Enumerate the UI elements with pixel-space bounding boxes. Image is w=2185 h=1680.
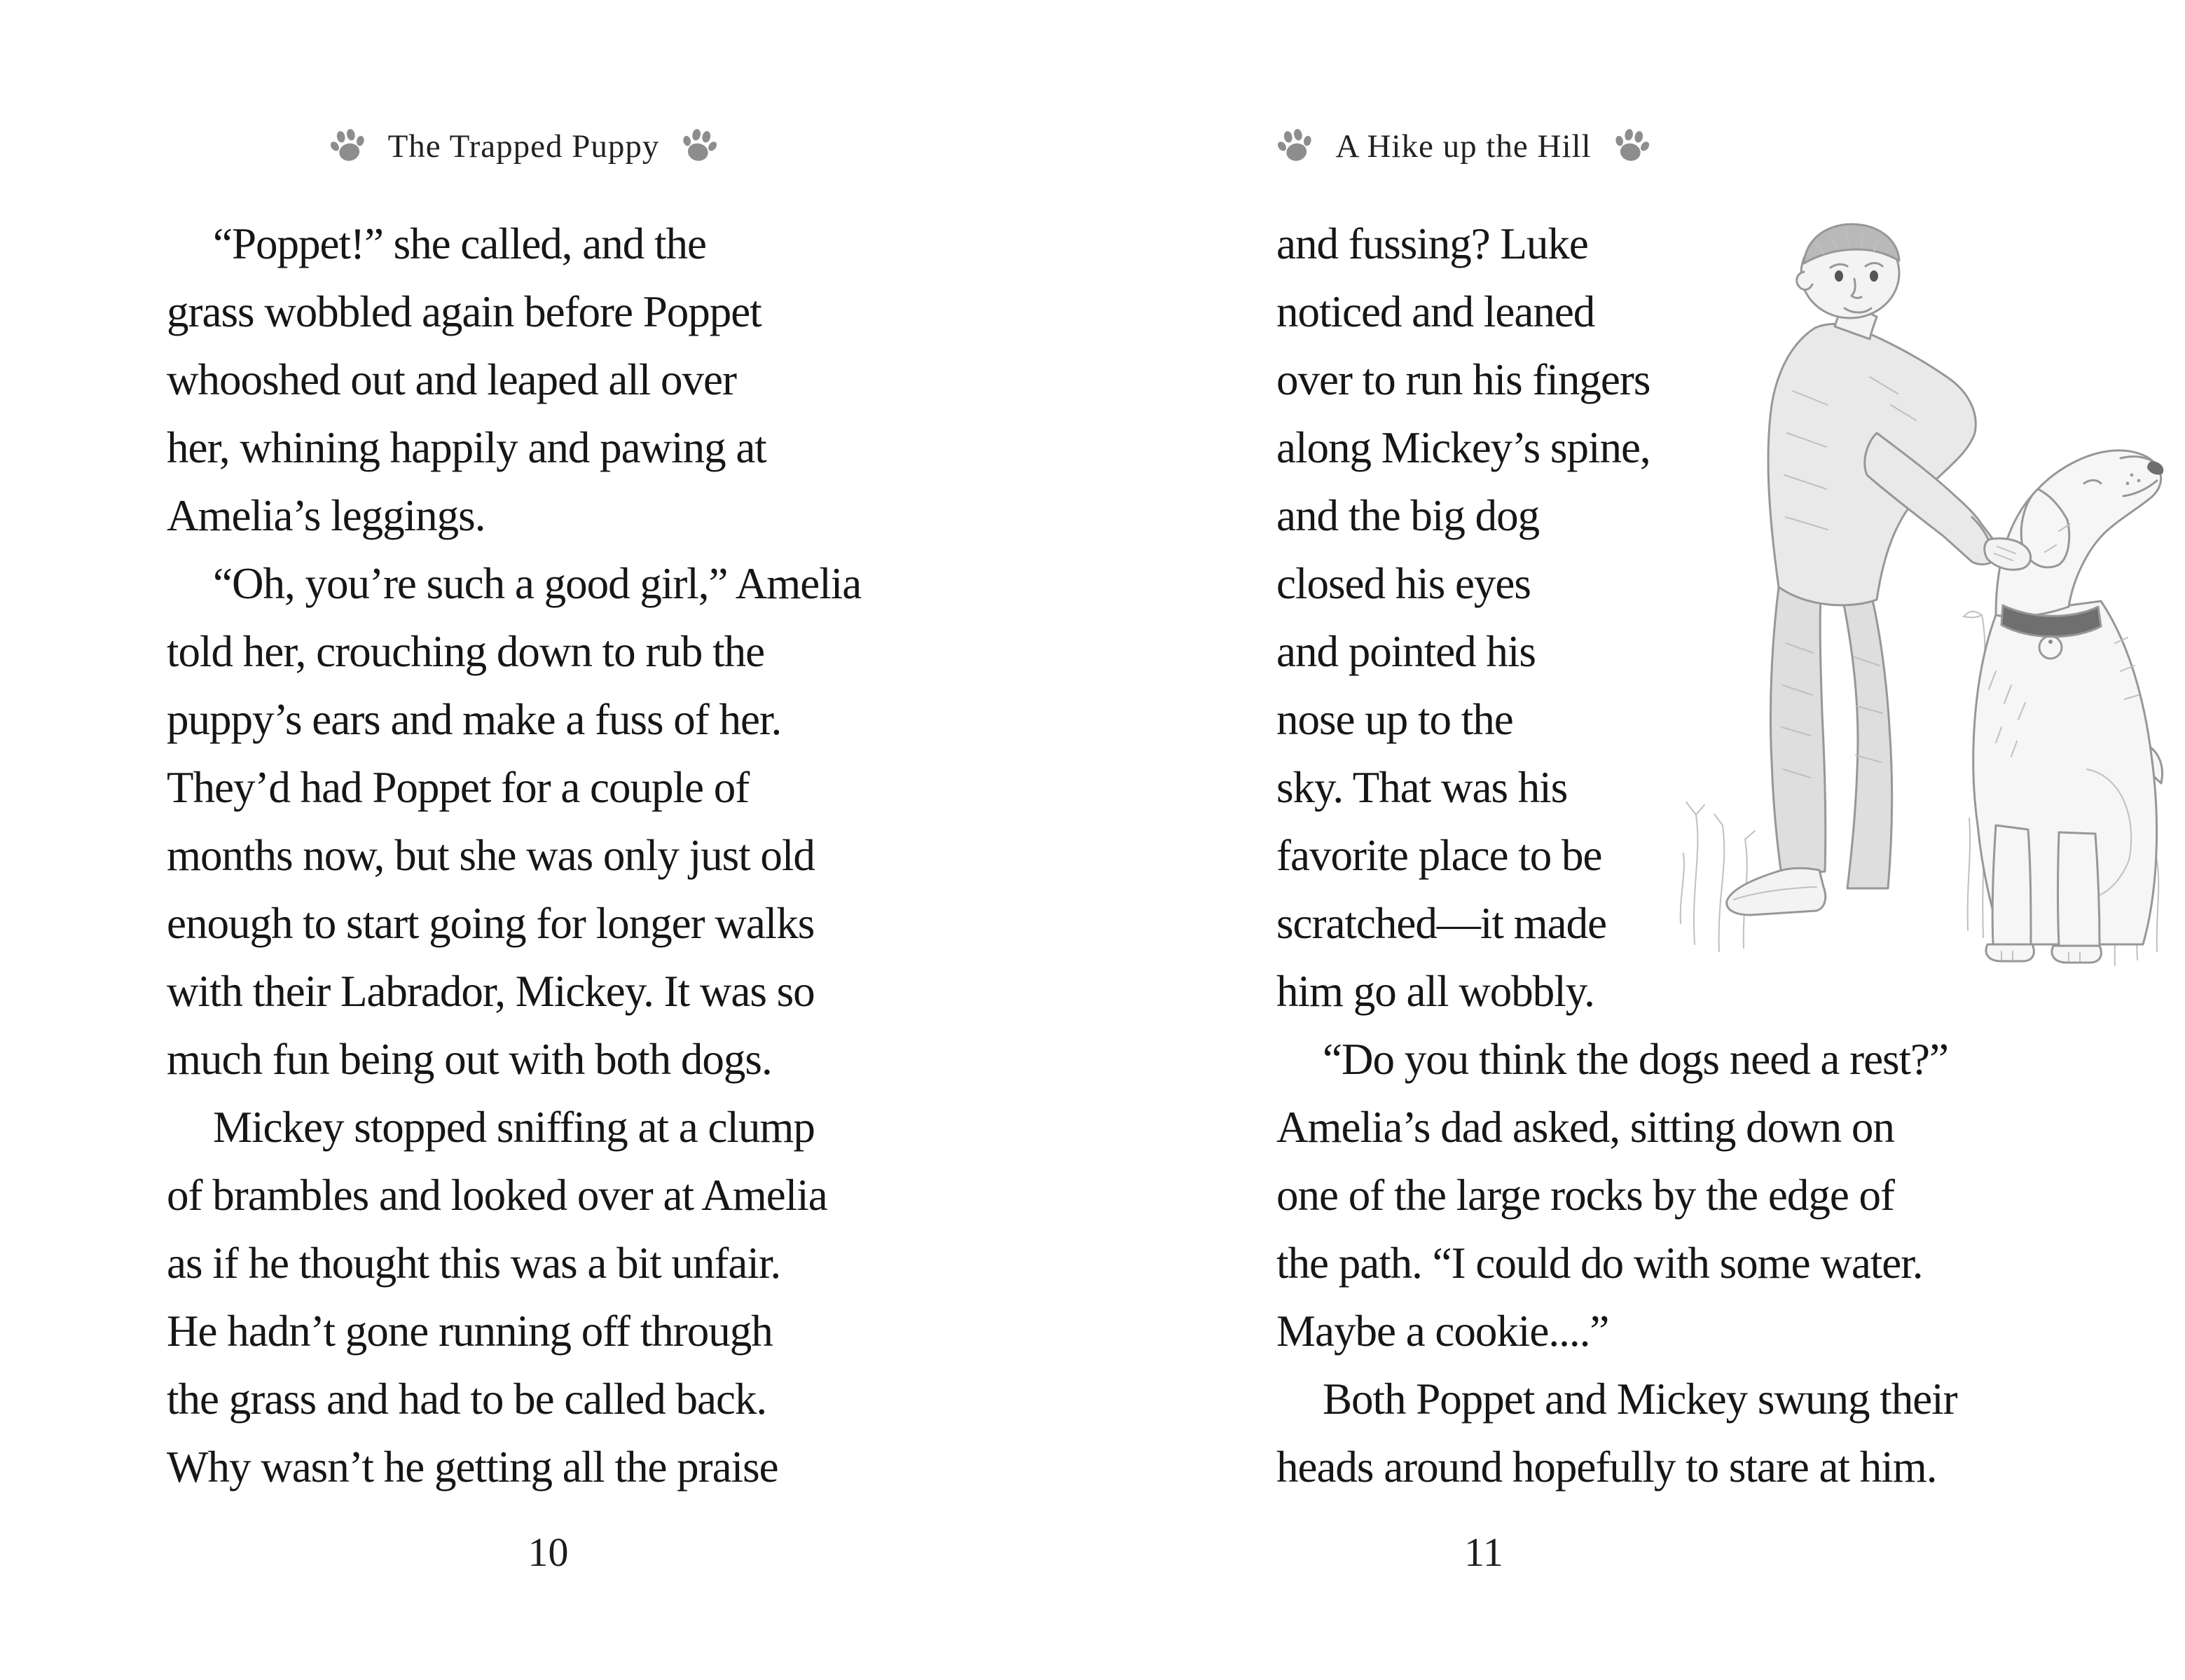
dog-mickey — [1973, 450, 2163, 963]
left-page-text — [167, 210, 958, 1501]
text-line: favorite place to be — [1276, 831, 1602, 880]
text-line: Why wasn’t he getting all the praise — [167, 1443, 778, 1492]
text-line: and the big dog — [1276, 491, 1540, 540]
left-page — [0, 0, 1092, 1680]
text-line: scratched—it made — [1276, 899, 1607, 948]
text-line: Mickey stopped sniffing at a clump — [213, 1103, 815, 1152]
text-line: heads around hopefully to stare at him. — [1276, 1443, 1937, 1492]
text-line: grass wobbled again before Poppet — [167, 287, 761, 336]
text-line: “Oh, you’re such a good girl,” Amelia — [213, 559, 862, 608]
chapter-title-right: A Hike up the Hill — [1335, 128, 1592, 165]
paw-icon — [326, 125, 370, 168]
text-line: “Do you think the dogs need a rest?” — [1323, 1035, 1948, 1084]
text-line: They’d had Poppet for a couple of — [167, 763, 750, 812]
text-line: months now, but she was only just old — [167, 831, 815, 880]
text-line: noticed and leaned — [1276, 287, 1595, 336]
paw-icon — [1610, 125, 1653, 168]
left-chapter-header — [0, 125, 1070, 168]
text-line: Both Poppet and Mickey swung their — [1323, 1375, 1957, 1424]
paw-icon — [1274, 125, 1317, 168]
text-line: whooshed out and leaped all over — [167, 355, 736, 404]
text-line: sky. That was his — [1276, 763, 1568, 812]
text-line: along Mickey’s spine, — [1276, 423, 1650, 472]
text-line: the path. “I could do with some water. — [1276, 1239, 1923, 1288]
paw-icon — [677, 125, 721, 168]
text-line: Amelia’s dad asked, sitting down on — [1276, 1103, 1894, 1152]
text-line: her, whining happily and pawing at — [167, 423, 766, 472]
text-line: He hadn’t gone running off through — [167, 1307, 773, 1356]
text-line: enough to start going for longer walks — [167, 899, 815, 948]
text-line: told her, crouching down to rub the — [167, 627, 765, 676]
text-line: closed his eyes — [1276, 559, 1531, 608]
text-line: with their Labrador, Mickey. It was so — [167, 967, 815, 1016]
text-line: one of the large rocks by the edge of — [1276, 1171, 1895, 1220]
text-line: over to run his fingers — [1276, 355, 1650, 404]
right-chapter-header — [917, 125, 2010, 168]
text-line: as if he thought this was a bit unfair. — [167, 1239, 781, 1288]
chapter-title-left: The Trapped Puppy — [387, 128, 660, 165]
text-line: much fun being out with both dogs. — [167, 1035, 772, 1084]
boy-petting-dog-illustration — [1667, 223, 2168, 988]
text-line: “Poppet!” she called, and the — [213, 219, 706, 268]
text-line: Maybe a cookie....” — [1276, 1307, 1609, 1356]
text-line: Amelia’s leggings. — [167, 491, 485, 540]
text-line: him go all wobbly. — [1276, 967, 1594, 1016]
text-line: the grass and had to be called back. — [167, 1375, 767, 1424]
page-number-left: 10 — [528, 1529, 569, 1575]
right-page — [1092, 0, 2185, 1680]
text-line: of brambles and looked over at Amelia — [167, 1171, 827, 1220]
text-line: nose up to the — [1276, 695, 1513, 744]
text-line: and pointed his — [1276, 627, 1536, 676]
text-line: and fussing? Luke — [1276, 219, 1588, 268]
page-number-right: 11 — [1464, 1529, 1503, 1575]
text-line: puppy’s ears and make a fuss of her. — [167, 695, 782, 744]
